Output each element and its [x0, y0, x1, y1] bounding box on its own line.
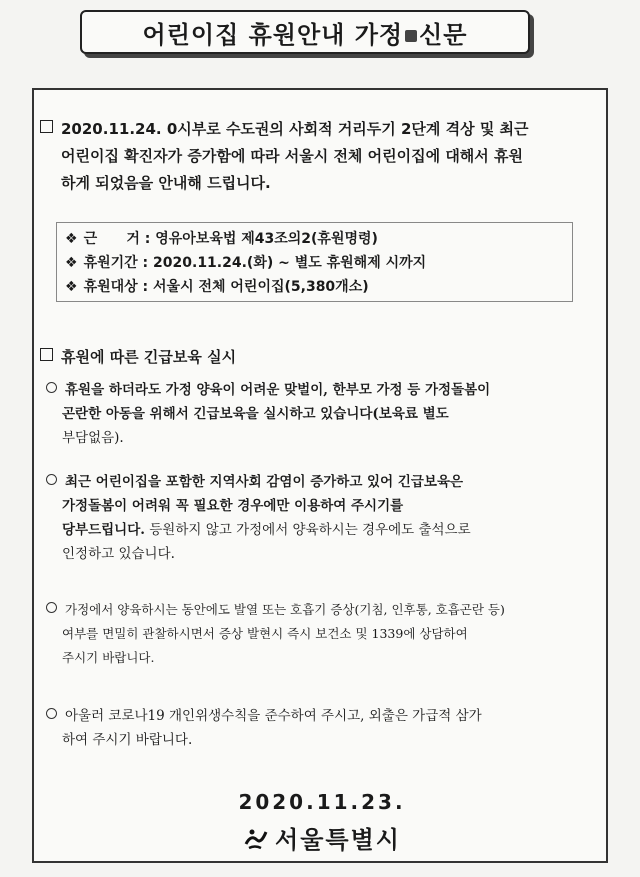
emergency-care-item-3: [46, 598, 594, 670]
item-line: 부담없음).: [62, 430, 124, 446]
circle-bullet-icon: [46, 474, 57, 485]
item-line: 당부드립니다.: [62, 522, 145, 538]
item-line: 최근 어린이집을 포함한 지역사회 감염이 증가하고 있어 긴급보육은: [65, 474, 464, 490]
diamond-bullet-icon: ❖: [65, 255, 78, 271]
info-value: 서울시 전체 어린이집(5,380개소): [153, 279, 369, 295]
issuer-name: 서울특별시: [275, 826, 401, 854]
emergency-care-item-4: [46, 704, 594, 752]
announcement-line: 어린이집 확진자가 증가함에 따라 서울시 전체 어린이집에 대해서 휴원: [61, 147, 523, 165]
item-line: 주시기 바랍니다.: [62, 650, 155, 665]
section-emergency-care-heading: [40, 344, 600, 371]
item-line: 하여 주시기 바랍니다.: [62, 732, 193, 748]
item-line: 아울러 코로나19 개인위생수칙을 준수하여 주시고, 외출은 가급적 삼가: [65, 708, 482, 724]
circle-bullet-icon: [46, 602, 57, 613]
info-label: 휴원대상: [83, 279, 138, 295]
info-label: 휴원기간: [83, 255, 138, 271]
notice-body: [32, 88, 608, 863]
notice-title-box: [80, 10, 530, 54]
notice-title: [143, 15, 468, 50]
emergency-care-item-2: [46, 470, 594, 566]
circle-bullet-icon: [46, 708, 57, 719]
title-right: 신문: [419, 20, 468, 49]
notice-date: 2020.11.23.: [238, 790, 406, 814]
info-row-basis: ❖ 근 거 : 영유아보육법 제43조의2(휴원명령): [65, 231, 378, 247]
issuer: [34, 820, 610, 855]
item-line: 휴원을 하더라도 가정 양육이 어려운 맞벌이, 한부모 가정 등 가정돌봄이: [65, 382, 491, 398]
item-line: 여부를 면밀히 관찰하시면서 증상 발현시 즉시 보건소 및 1339에 상담하여: [62, 626, 468, 641]
section-closure-announcement: [40, 116, 600, 197]
title-left: 어린이집 휴원안내 가정: [142, 20, 404, 49]
item-line: 곤란한 아동을 위해서 긴급보육을 실시하고 있습니다(보육료 별도: [62, 406, 449, 422]
diamond-bullet-icon: ❖: [65, 279, 78, 295]
title-separator-mark: [405, 30, 417, 42]
info-label: 근 거: [83, 231, 140, 247]
seoul-logo-icon: [243, 826, 269, 852]
announcement-line: 하게 되었음을 안내해 드립니다.: [61, 174, 271, 192]
emergency-care-item-1: [46, 378, 594, 450]
item-line: 가정에서 양육하시는 동안에도 발열 또는 호흡기 증상(기침, 인후통, 호흡곤란 등): [65, 602, 505, 617]
announcement-line: 2020.11.24. 0시부로 수도권의 사회적 거리두기 2단계 격상 및 최근: [61, 120, 529, 138]
item-line: 가정돌봄이 어려워 꼭 필요한 경우에만 이용하여 주시기를: [62, 498, 404, 514]
section-heading: 휴원에 따른 긴급보육 실시: [61, 348, 237, 366]
info-value: 2020.11.24.(화) ~ 별도 휴원해제 시까지: [153, 255, 427, 271]
diamond-bullet-icon: ❖: [65, 231, 78, 247]
checkbox-bullet-icon: [40, 120, 53, 133]
closure-info-box: [56, 222, 573, 302]
checkbox-bullet-icon: [40, 348, 53, 361]
info-value: 영유아보육법 제43조의2(휴원명령): [155, 231, 378, 247]
item-line: 인정하고 있습니다.: [62, 546, 175, 562]
info-row-period: ❖ 휴원기간 : 2020.11.24.(화) ~ 별도 휴원해제 시까지: [65, 255, 427, 271]
circle-bullet-icon: [46, 382, 57, 393]
item-line: 등원하지 않고 가정에서 양육하시는 경우에도 출석으로: [144, 522, 471, 538]
info-row-target: ❖ 휴원대상 : 서울시 전체 어린이집(5,380개소): [65, 279, 369, 295]
